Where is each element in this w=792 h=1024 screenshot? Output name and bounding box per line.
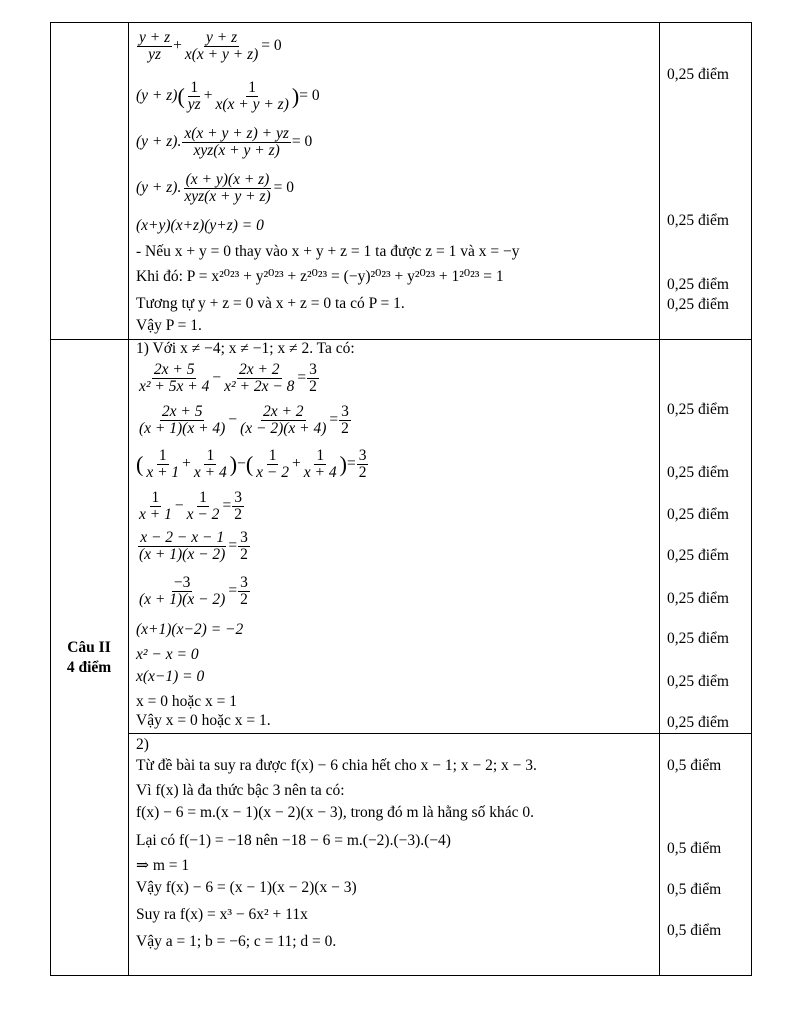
then-text: Khi đó: P = x²⁰²³ + y²⁰²³ + z²⁰²³ = (−y)²⁰²³ + y²⁰²³ + 1²⁰²³ = 1 (136, 268, 504, 285)
eq-b1: $\frac{2x + 5}{\text{x² + 5x + 4}}$ − $\frac{2x + 2}{\text{x² + 2x − 8}}$ = $\frac{3}{2}$ (139, 361, 317, 395)
conclusion-a: Vậy P = 1. (136, 317, 202, 334)
score-b8: 0,25 điểm (667, 714, 729, 731)
score-b3: 0,25 điểm (667, 506, 729, 523)
score-b5: 0,25 điểm (667, 590, 729, 607)
score-b4: 0,25 điểm (667, 547, 729, 564)
eq-b9: x(x−1) = 0 (136, 668, 205, 685)
eq-a3: (y + z). $\frac{x(x + y + z) + yz}{\text{xyz(x + y + z)}}$ = 0 (136, 125, 313, 159)
score-a1: 0,25 điểm (667, 66, 729, 83)
part2-line2: Vì f(x) là đa thức bậc 3 nên ta có: (136, 782, 345, 799)
eq-a5: (x+y)(x+z)(y+z) = 0 (136, 217, 264, 234)
eq-a4: (y + z). $\frac{(x + y)(x + z)}{\text{xyz(x + y + z)}}$ = 0 (136, 171, 295, 205)
part2-line8: Vậy a = 1; b = −6; c = 11; d = 0. (136, 933, 337, 950)
column-divider-1 (128, 23, 129, 975)
score-c4: 0,5 điểm (667, 922, 722, 939)
eq-b10: x = 0 hoặc x = 1 (136, 693, 237, 710)
part2-line1: Từ đề bài ta suy ra được f(x) − 6 chia hết cho x − 1; x − 2; x − 3. (136, 757, 537, 774)
part2-line4: Lại có f(−1) = −18 nên −18 − 6 = m.(−2).(−3).(−4) (136, 832, 451, 849)
score-c3: 0,5 điểm (667, 881, 722, 898)
column-divider-2 (659, 23, 660, 975)
score-b1: 0,25 điểm (667, 401, 729, 418)
part1-intro: 1) Với x ≠ −4; x ≠ −1; x ≠ 2. Ta có: (136, 340, 355, 357)
eq-b4: $\frac{1}{x + 1}$ − $\frac{1}{x - 2}$ = $\frac{3}{2}$ (139, 489, 242, 523)
part2-line5: ⇒ m = 1 (136, 857, 190, 874)
score-c2: 0,5 điểm (667, 840, 722, 857)
score-a2: 0,25 điểm (667, 212, 729, 229)
conclusion-1: Vậy x = 0 hoặc x = 1. (136, 712, 271, 729)
eq-b7: (x+1)(x−2) = −2 (136, 621, 244, 638)
case-text: - Nếu x + y = 0 thay vào x + y + z = 1 ta được z = 1 và x = −y (136, 243, 520, 260)
part2-line3: f(x) − 6 = m.(x − 1)(x − 2)(x − 3), trong đó m là hằng số khác 0. (136, 804, 534, 821)
eq-a2: (y + z)( $\frac{1}{yz}$ + $\frac{1}{x(x + y + z)}$ )= 0 (136, 79, 320, 113)
eq-b2: $\frac{2x + 5}{(x + 1)(x + 4)}$ − $\frac{2x + 2}{(x - 2)(x + 4)}$ = $\frac{3}{2}$ (139, 403, 349, 437)
score-c1: 0,5 điểm (667, 757, 722, 774)
score-b2: 0,25 điểm (667, 464, 729, 481)
score-a3: 0,25 điểm (667, 276, 729, 293)
part2-heading: 2) (136, 736, 149, 753)
eq-b3: ( $\frac{1}{x + 1}$ + $\frac{1}{x + 4}$ )−( $\frac{1}{x - 2}$ + $\frac{1}{x + 4}$ )= $\frac{3}{2}$ (136, 447, 367, 481)
part2-line7: Suy ra f(x) = x³ − 6x² + 11x (136, 906, 308, 923)
eq-b5: $\frac{x - 2 - x - 1}{(x + 1)(x - 2)}$ = $\frac{3}{2}$ (139, 529, 248, 563)
part2-line6: Vậy f(x) − 6 = (x − 1)(x − 2)(x − 3) (136, 879, 357, 896)
question-label: Câu II 4 điểm (66, 639, 112, 676)
score-a4: 0,25 điểm (667, 296, 729, 313)
score-b6: 0,25 điểm (667, 630, 729, 647)
eq-b8: x² − x = 0 (136, 646, 199, 663)
eq-a1: $\frac{y + z}{yz}$ + $\frac{y + z}{x(x + y + z)}$ = 0 (139, 29, 282, 63)
similar-text: Tương tự y + z = 0 và x + z = 0 ta có P = 1. (136, 295, 405, 312)
eq-b6: $\frac{-3}{(x + 1)(x - 2)}$ = $\frac{3}{2}$ (139, 574, 248, 608)
row-divider-2 (128, 733, 751, 734)
score-b7: 0,25 điểm (667, 673, 729, 690)
